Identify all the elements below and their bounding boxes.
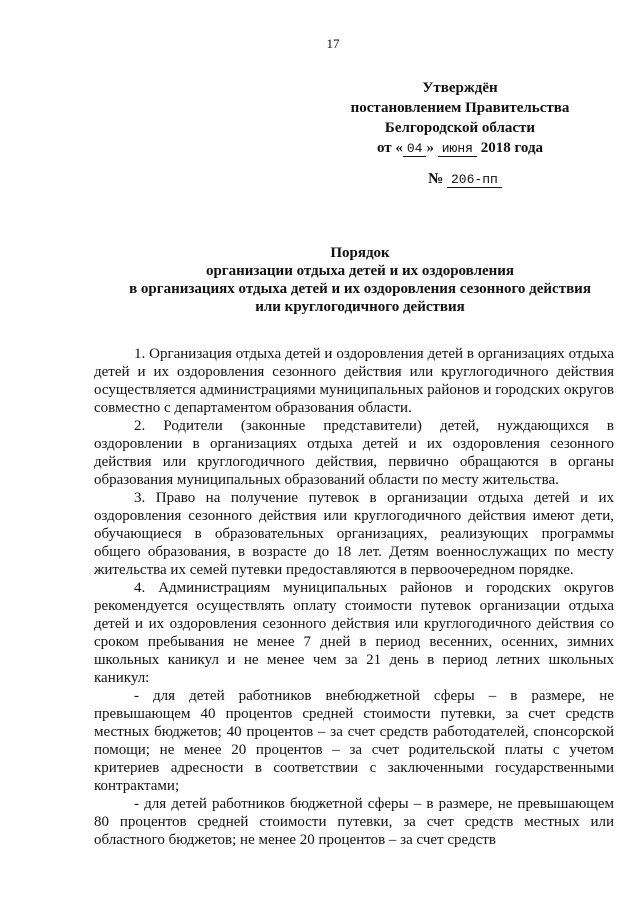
paragraph-1: 1. Организация отдыха детей и оздоровления детей в организациях отдыха детей и их оздоровления сезонного действия или круглогодичного действия осуществляется администрациями муниципальных районов и городских округов совместно с департаментом образования области. [94, 346, 614, 416]
approval-block [330, 78, 590, 190]
number-prefix: № [428, 171, 444, 187]
date-prefix: от « [376, 140, 403, 156]
paragraph-6: - для детей работников бюджетной сферы – в размере, не превышающем 80 процентов средней стоимости путевки, за счет средств местных или областного бюджетов; не менее 20 процентов – за счет средств [94, 796, 614, 848]
document-title [90, 244, 630, 316]
approval-number-line [330, 169, 590, 190]
page-number: 17 [326, 36, 340, 51]
approval-line-approved: Утверждён [422, 80, 498, 96]
title-line-2: организации отдыха детей и их оздоровления [205, 263, 515, 279]
date-year: 2018 года [480, 140, 544, 156]
approval-line-resolution: постановлением Правительства [350, 100, 570, 116]
paragraph-4: 4. Администрациям муниципальных районов и городских округов рекомендуется осуществлять оплату стоимости путевок организации отдыха детей и их оздоровления сезонного действия или круглогодичного действия со сроком пребывания не менее 7 дней в период весенних, осенних, зимних школьных каникул и не менее чем за 21 день в период летних школьных каникул: [94, 580, 614, 686]
title-line-1: Порядок [330, 245, 390, 261]
approval-date-line [330, 138, 590, 159]
document-body [94, 345, 614, 849]
paragraph-5: - для детей работников внебюджетной сферы – в размере, не превышающем 40 процентов средней стоимости путевки, за счет средств местных бюджетов; 40 процентов – за счет средств работодателей, спонсорской помощи; не менее 20 процентов – за счет родительской платы с учетом критериев адресности в соответствии с заключенными государственными контрактами; [94, 688, 614, 794]
date-mid: » [426, 140, 434, 156]
resolution-number: 206-пп [447, 172, 502, 188]
title-line-3: в организациях отдыха детей и их оздоровления сезонного действия [129, 281, 591, 297]
date-month: июня [438, 141, 477, 157]
approval-line-region: Белгородской области [384, 120, 536, 136]
paragraph-3: 3. Право на получение путевок в организации отдыха детей и их оздоровления сезонного действия или круглогодичного действия имеют дети, обучающиеся в образовательных организациях, реализующих программы общего образования, в возрасте до 18 лет. Детям военнослужащих по месту жительства их семей путевки предоставляются в первоочередном порядке. [94, 490, 614, 578]
date-day: 04 [403, 141, 427, 157]
title-line-4: или круглогодичного действия [255, 299, 465, 315]
paragraph-2: 2. Родители (законные представители) детей, нуждающихся в оздоровлении в организациях отдыха детей и их оздоровления сезонного действия или круглогодичного действия, первично обращаются в органы образования муниципальных образований области по месту жительства. [94, 418, 614, 488]
